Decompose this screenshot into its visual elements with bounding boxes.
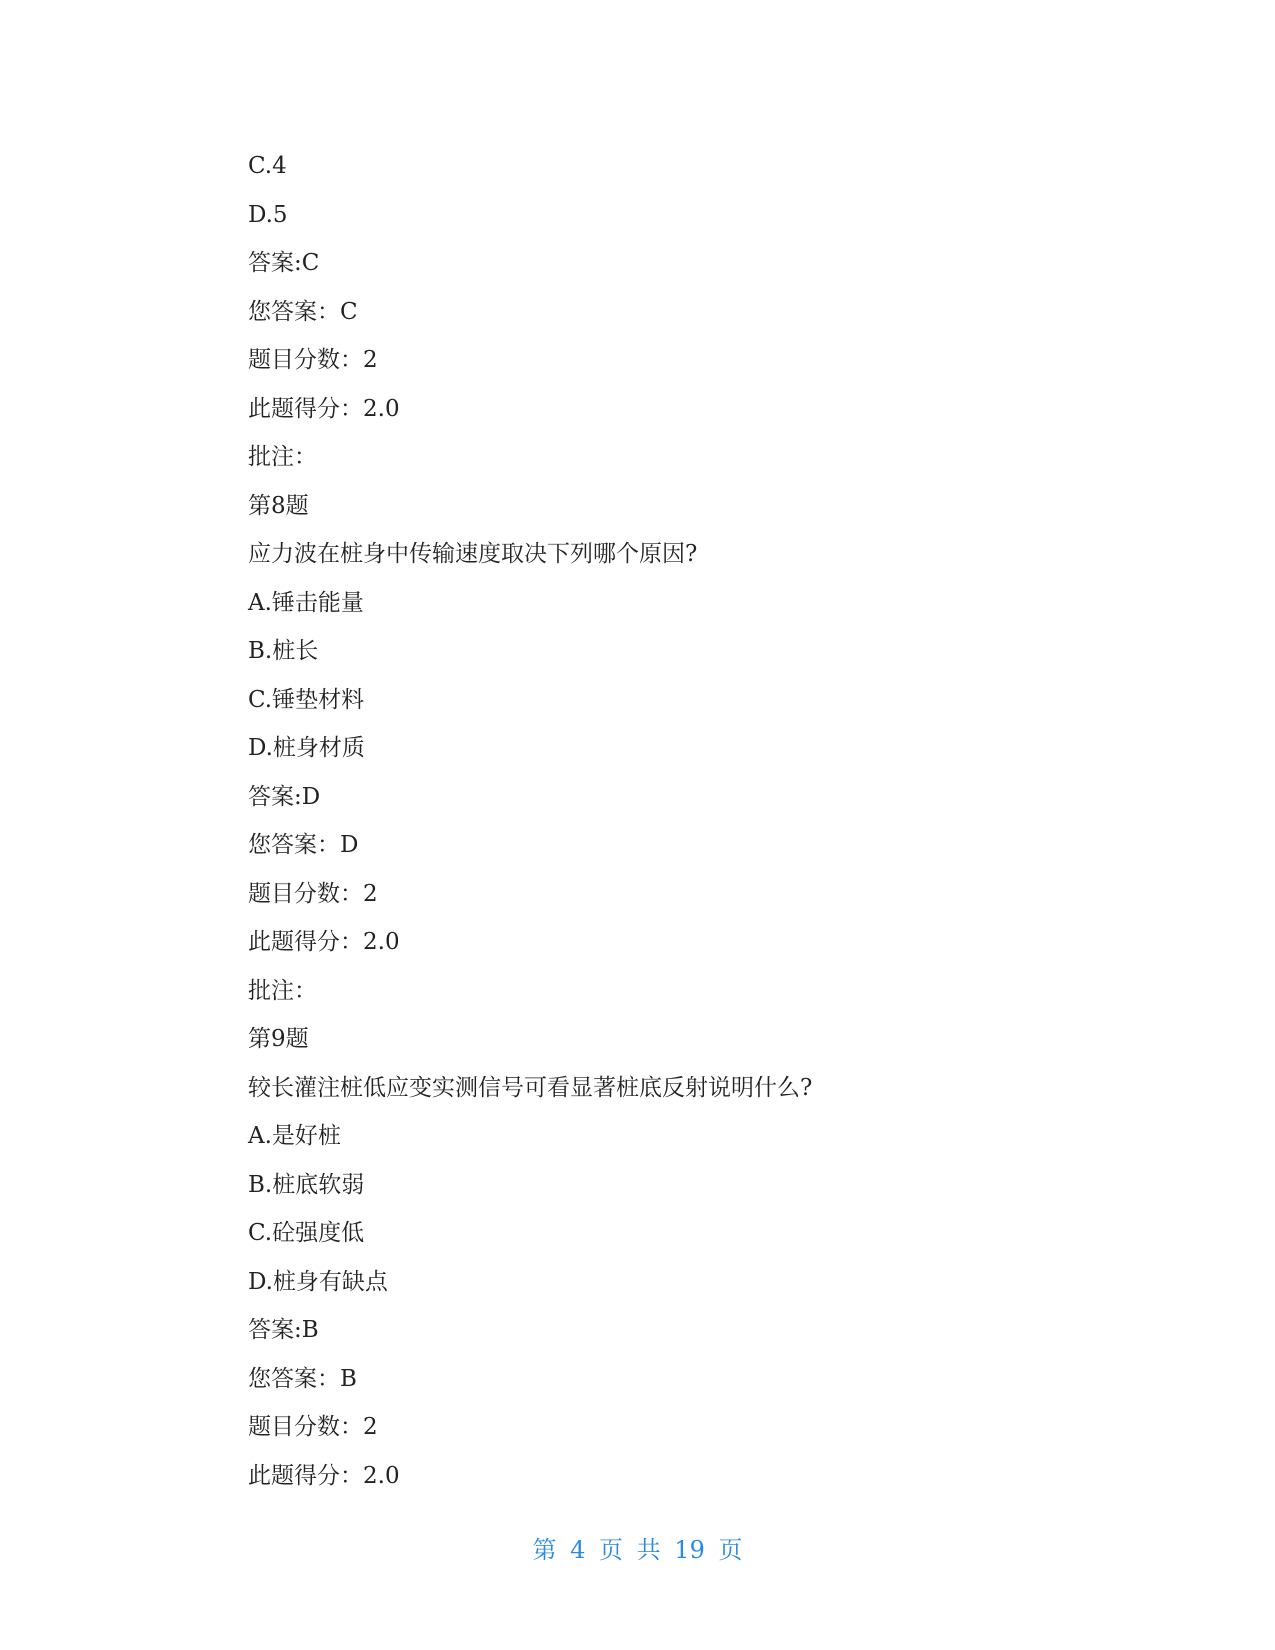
option-d-prev: D.5 xyxy=(248,201,288,228)
question-8-option-a: A.锤击能量 xyxy=(248,589,364,616)
comment-prev: 批注： xyxy=(248,444,317,470)
question-9-option-c: C.砼强度低 xyxy=(248,1220,365,1246)
page-footer: 第 4 页 共 19 页 xyxy=(532,1536,743,1564)
option-c-prev: C.4 xyxy=(248,153,287,179)
question-8-number: 第8题 xyxy=(248,492,309,519)
question-9-answer: 答案:B xyxy=(248,1317,319,1343)
question-8-score: 题目分数：2 xyxy=(248,880,378,907)
question-8-text: 应力波在桩身中传输速度取决下列哪个原因? xyxy=(248,541,698,567)
your-answer-prev: 您答案：C xyxy=(248,298,358,325)
question-8-your-answer: 您答案：D xyxy=(248,832,359,858)
question-8-option-c: C.锤垫材料 xyxy=(248,686,365,713)
question-9-option-d: D.桩身有缺点 xyxy=(248,1268,388,1295)
question-9-earned: 此题得分：2.0 xyxy=(248,1462,400,1489)
document-body xyxy=(248,142,1148,1500)
answer-prev: 答案:C xyxy=(248,250,320,276)
question-9-text: 较长灌注桩低应变实测信号可看显著桩底反射说明什么? xyxy=(248,1074,813,1101)
question-8-option-b: B.桩长 xyxy=(248,638,319,664)
question-9-option-b: B.桩底软弱 xyxy=(248,1171,365,1198)
question-score-prev: 题目分数：2 xyxy=(248,347,378,373)
earned-score-prev: 此题得分：2.0 xyxy=(248,395,400,422)
question-8-answer: 答案:D xyxy=(248,783,321,810)
question-8-option-d: D.桩身材质 xyxy=(248,735,365,761)
question-9-your-answer: 您答案：B xyxy=(248,1365,357,1392)
question-9-option-a: A.是好桩 xyxy=(248,1123,341,1149)
question-9-score: 题目分数：2 xyxy=(248,1414,378,1440)
question-8-comment: 批注： xyxy=(248,977,317,1004)
question-8-earned: 此题得分：2.0 xyxy=(248,929,400,955)
question-9-number: 第9题 xyxy=(248,1026,309,1052)
